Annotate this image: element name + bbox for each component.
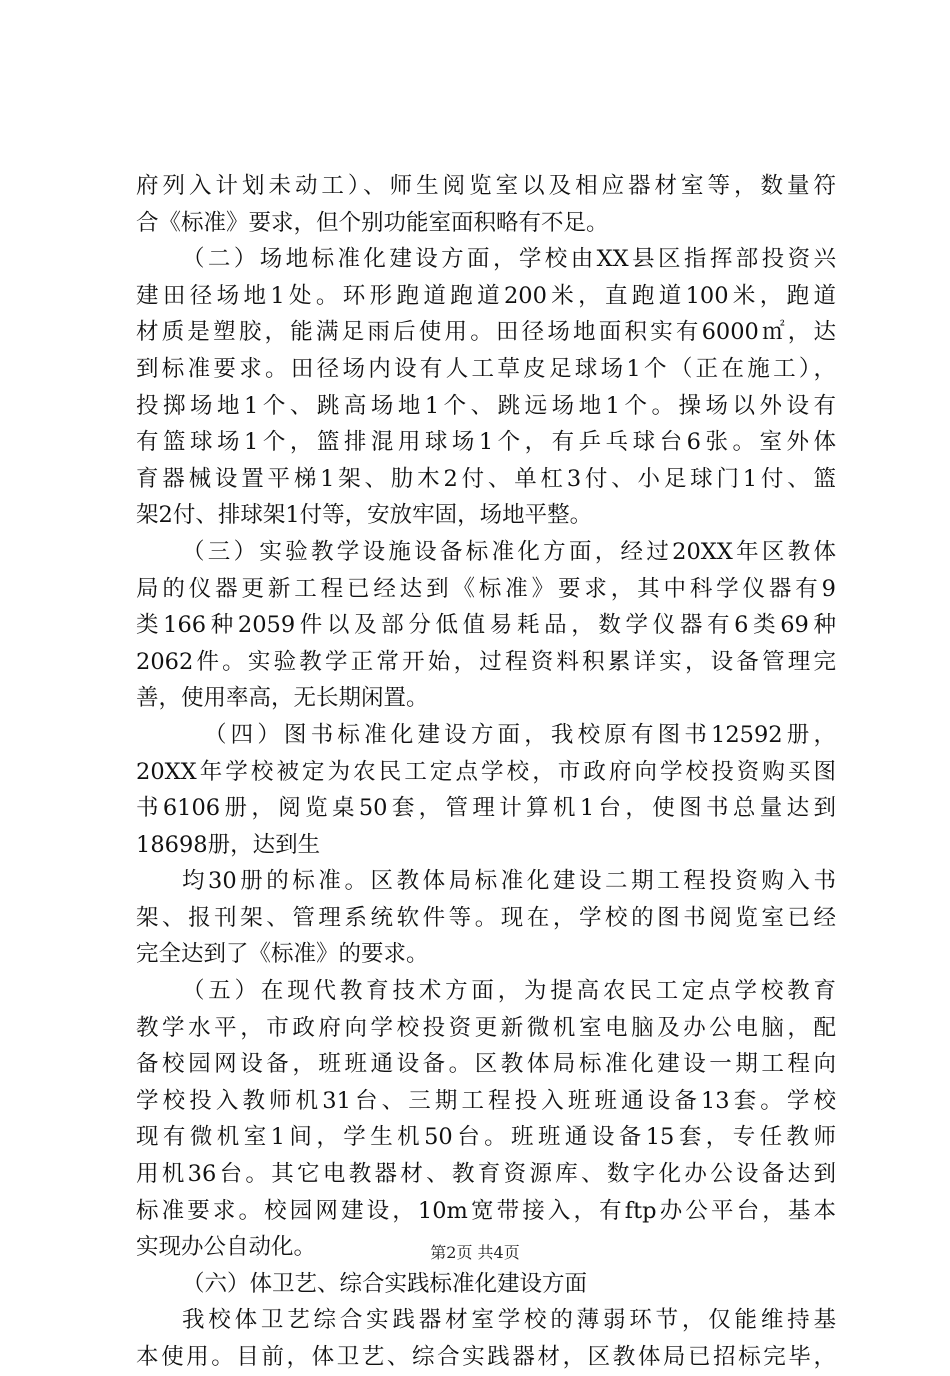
text-line: 善，使用率高，无长期闲置。 (136, 685, 429, 712)
text-line: 2062件。实验教学正常开始，过程资料积累详实，设备管理完 (136, 648, 836, 675)
text-line: 现有微机室1间，学生机50台。班班通设备15套，专任教师 (136, 1124, 836, 1151)
text-line: 类166种2059件以及部分低值易耗品，数学仪器有6类69种 (136, 612, 836, 639)
text-line: 均30册的标准。区教体局标准化建设二期工程投资购入书 (182, 868, 836, 895)
text-line: 投掷场地1个、跳高场地1个、跳远场地1个。操场以外设有 (136, 392, 836, 419)
text-line: 有篮球场1个，篮排混用球场1个，有乒乓球台6张。室外体 (136, 429, 836, 456)
text-line: 实现办公自动化。 (136, 1234, 317, 1261)
text-line: 备校园网设备，班班通设备。区教体局标准化建设一期工程向 (136, 1051, 836, 1078)
text-line: 合《标准》要求，但个别功能室面积略有不足。 (136, 209, 609, 236)
document-body (136, 168, 836, 1376)
text-line: 建田径场地1处。环形跑道跑道200米，直跑道100米，跑道 (136, 282, 836, 309)
text-line: 我校体卫艺综合实践器材室学校的薄弱环节，仅能维持基 (182, 1307, 836, 1334)
text-line: 府列入计划未动工）、师生阅览室以及相应器材室等，数量符 (136, 173, 836, 199)
text-line: 育器械设置平梯1架、肋木2付、单杠3付、小足球门1付、篮 (136, 465, 836, 492)
text-line: 完全达到了《标准》的要求。 (136, 941, 429, 968)
page-number: 第2页 共4页 (430, 1243, 520, 1262)
paragraph-heading-6: （六）体卫艺、综合实践标准化建设方面 (182, 1270, 588, 1297)
text-line: 标准要求。校园网建设，10m宽带接入，有ftp办公平台，基本 (136, 1197, 836, 1224)
text-line: 架、报刊架、管理系统软件等。现在，学校的图书阅览室已经 (136, 904, 836, 931)
text-line: 局的仪器更新工程已经达到《标准》要求，其中科学仪器有9 (136, 575, 836, 602)
page-footer (0, 1243, 950, 1263)
text-line: 教学水平，市政府向学校投资更新微机室电脑及办公电脑，配 (136, 1014, 836, 1041)
paragraph-heading-5: （五）在现代教育技术方面，为提高农民工定点学校教育 (182, 978, 836, 1005)
text-line: 学校投入教师机31台、三期工程投入班班通设备13套。学校 (136, 1087, 836, 1114)
paragraph-heading-3: （三）实验教学设施设备标准化方面，经过20XX年区教体 (182, 538, 836, 565)
text-line: 材质是塑胶，能满足雨后使用。田径场地面积实有6000㎡，达 (136, 319, 836, 346)
text-line: 到标准要求。田径场内设有人工草皮足球场1个（正在施工）， (136, 355, 836, 382)
text-line: 18698册，达到生 (136, 831, 321, 858)
paragraph-heading-2: （二）场地标准化建设方面，学校由XX县区指挥部投资兴 (182, 246, 836, 273)
text-line: 20XX年学校被定为农民工定点学校，市政府向学校投资购买图 (136, 758, 836, 785)
text-line: 本使用。目前，体卫艺、综合实践器材，区教体局已招标完毕， (136, 1344, 836, 1370)
text-line: 用机36台。其它电教器材、教育资源库、数字化办公设备达到 (136, 1161, 836, 1188)
paragraph-heading-4: （四）图书标准化建设方面，我校原有图书12592册， (204, 721, 836, 748)
text-line: 书6106册，阅览桌50套，管理计算机1台，使图书总量达到 (136, 795, 836, 822)
text-line: 架2付、排球架1付等，安放牢固，场地平整。 (136, 502, 593, 529)
